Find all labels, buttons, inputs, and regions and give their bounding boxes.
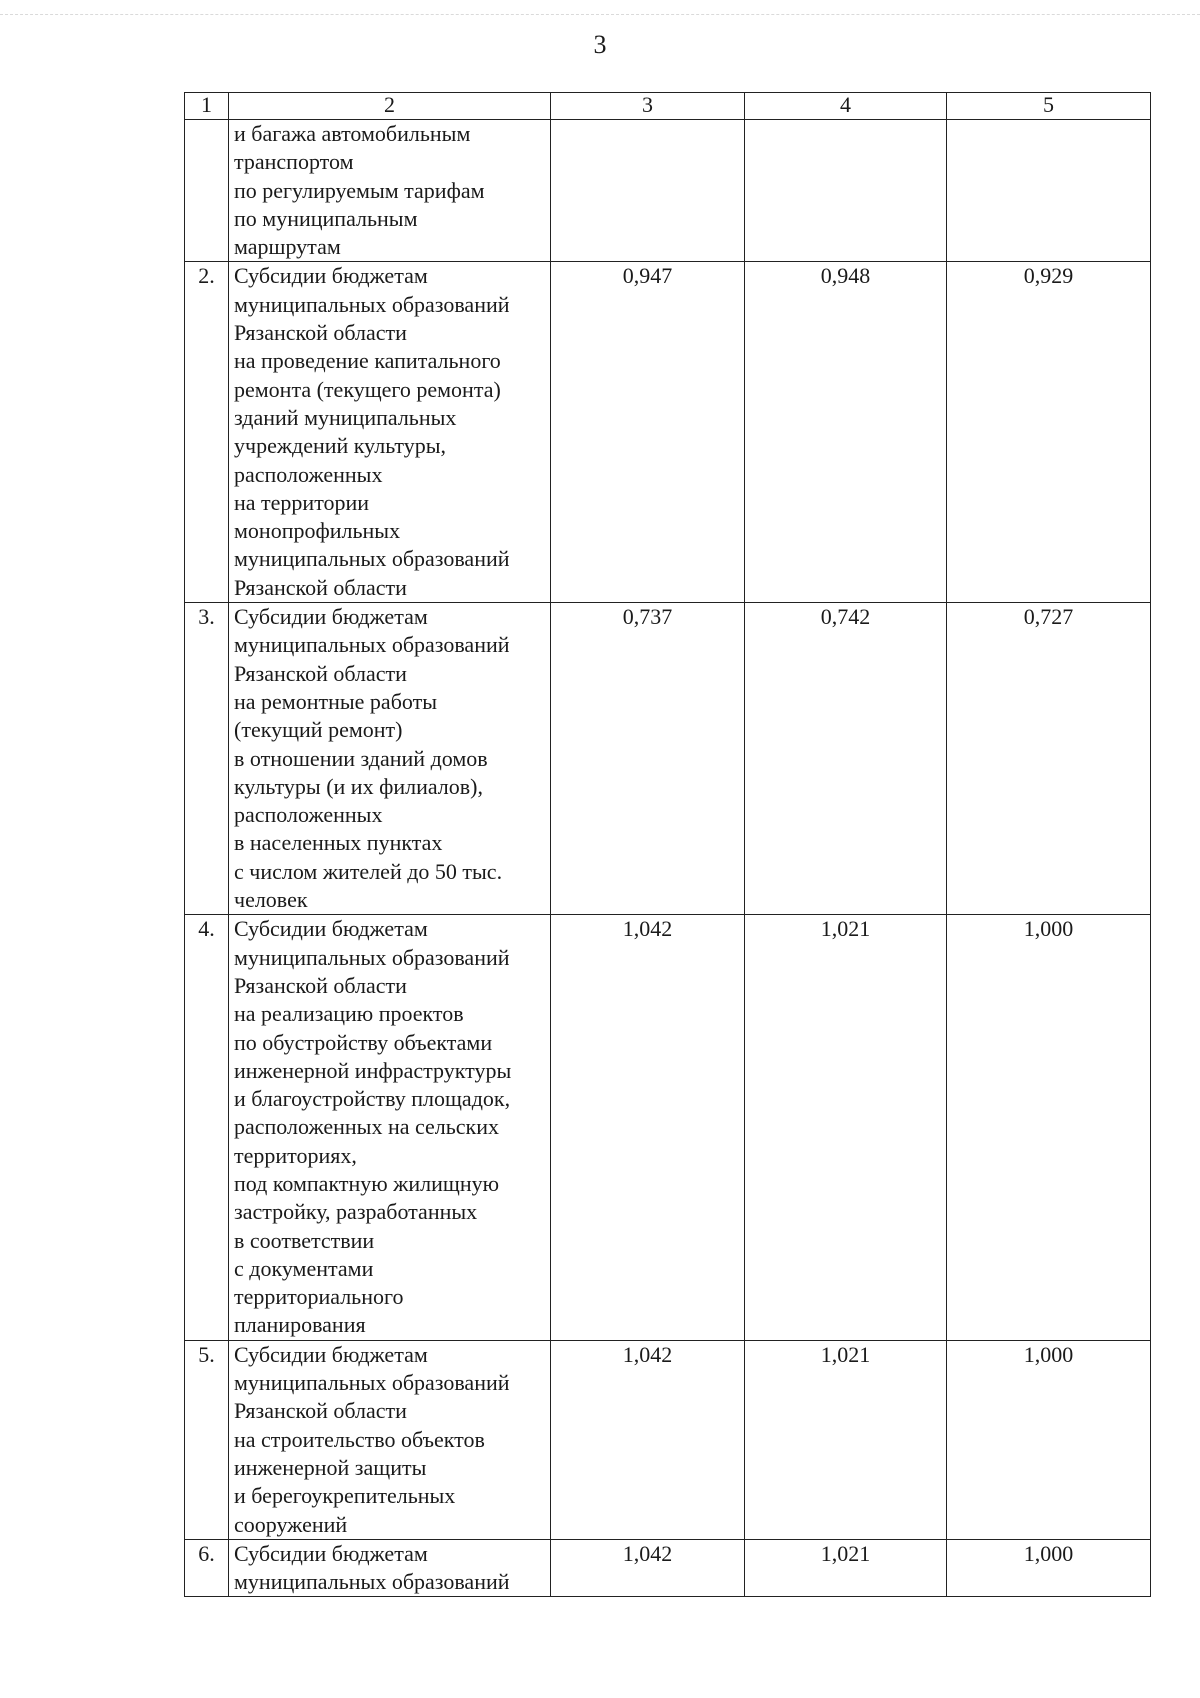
row-value-col3: 0,947 — [551, 262, 745, 603]
row-number: 5. — [185, 1340, 229, 1539]
row-value-col3 — [551, 120, 745, 262]
row-description: и багажа автомобильным транспортом по регулируемым тарифам по муниципальным маршрутам — [229, 120, 551, 262]
table-row — [185, 120, 1151, 262]
row-number: 4. — [185, 915, 229, 1340]
row-number: 2. — [185, 262, 229, 603]
table-row — [185, 1539, 1151, 1597]
row-value-col4: 1,021 — [745, 1340, 947, 1539]
row-value-col5: 1,000 — [947, 1539, 1151, 1597]
column-header: 3 — [551, 93, 745, 120]
page-number: 3 — [593, 30, 607, 59]
row-value-col4 — [745, 120, 947, 262]
row-value-col5: 0,727 — [947, 603, 1151, 915]
row-value-col5 — [947, 120, 1151, 262]
table-row — [185, 262, 1151, 603]
row-number — [185, 120, 229, 262]
column-header: 5 — [947, 93, 1151, 120]
column-header: 1 — [185, 93, 229, 120]
row-value-col5: 1,000 — [947, 915, 1151, 1340]
row-description: Субсидии бюджетам муниципальных образований Рязанской области на ремонтные работы (текущий ремонт) в отношении зданий домов культуры (и их филиалов), расположенных в населенных пунктах с числом жителей до 50 тыс. человек — [229, 603, 551, 915]
row-value-col3: 1,042 — [551, 915, 745, 1340]
row-value-col3: 1,042 — [551, 1340, 745, 1539]
scan-artifact-line — [0, 14, 1200, 19]
row-value-col4: 1,021 — [745, 1539, 947, 1597]
column-header: 4 — [745, 93, 947, 120]
table-header-row — [185, 93, 1151, 120]
row-description: Субсидии бюджетам муниципальных образований — [229, 1539, 551, 1597]
row-value-col3: 0,737 — [551, 603, 745, 915]
table-row — [185, 1340, 1151, 1539]
row-value-col4: 1,021 — [745, 915, 947, 1340]
row-value-col4: 0,948 — [745, 262, 947, 603]
row-description: Субсидии бюджетам муниципальных образований Рязанской области на строительство объектов инженерной защиты и берегоукрепительных сооружений — [229, 1340, 551, 1539]
row-value-col4: 0,742 — [745, 603, 947, 915]
row-number: 3. — [185, 603, 229, 915]
row-value-col5: 0,929 — [947, 262, 1151, 603]
subsidy-coefficient-table — [184, 92, 1151, 1597]
table-row — [185, 603, 1151, 915]
row-description: Субсидии бюджетам муниципальных образований Рязанской области на реализацию проектов по обустройству объектами инженерной инфраструктуры и благоустройству площадок, расположенных на сельских территориях, под компактную жилищную застройку, разработанных в соответствии с документами территориального планирования — [229, 915, 551, 1340]
row-description: Субсидии бюджетам муниципальных образований Рязанской области на проведение капитального ремонта (текущего ремонта) зданий муниципальных учреждений культуры, расположенных на территории монопрофильных муниципальных образований Рязанской области — [229, 262, 551, 603]
row-value-col3: 1,042 — [551, 1539, 745, 1597]
table-row — [185, 915, 1151, 1340]
row-value-col5: 1,000 — [947, 1340, 1151, 1539]
column-header: 2 — [229, 93, 551, 120]
row-number: 6. — [185, 1539, 229, 1597]
